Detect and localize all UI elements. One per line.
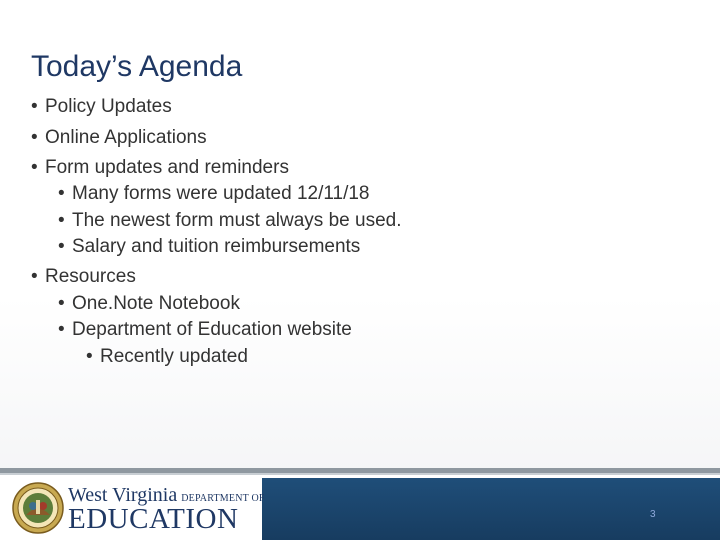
agenda-item-text: Policy Updates — [45, 96, 172, 117]
logo-department-label: DEPARTMENT OF — [181, 493, 265, 504]
bullet: • — [58, 183, 65, 204]
agenda-item — [31, 264, 136, 290]
footer-divider-thin — [0, 473, 720, 475]
bullet: • — [58, 293, 65, 314]
page-number: 3 — [650, 509, 656, 520]
agenda-item-text: Salary and tuition reimbursements — [72, 236, 361, 257]
agenda-subitem — [58, 234, 360, 260]
agenda-subitem — [58, 317, 352, 343]
agenda-item-text: One.Note Notebook — [72, 293, 240, 314]
logo-wordmark-bottom: EDUCATION — [68, 503, 239, 535]
agenda-item — [31, 94, 172, 120]
agenda-subitem — [58, 181, 370, 207]
bullet: • — [58, 236, 65, 257]
bullet: • — [31, 127, 38, 148]
agenda-item-text: Recently updated — [100, 346, 248, 367]
agenda-item-text: The newest form must always be used. — [72, 210, 402, 231]
logo-state-name: West Virginia — [68, 484, 178, 506]
agenda-item-text: Form updates and reminders — [45, 157, 289, 178]
agenda-subsubitem — [86, 344, 248, 370]
state-seal-icon — [12, 482, 64, 534]
slide-title: Today’s Agenda — [31, 50, 243, 83]
bullet: • — [31, 266, 38, 287]
bullet: • — [31, 157, 38, 178]
agenda-item — [31, 155, 289, 181]
bullet: • — [31, 96, 38, 117]
bullet: • — [58, 319, 65, 340]
agenda-item-text: Online Applications — [45, 127, 207, 148]
agenda-item-text: Many forms were updated 12/11/18 — [72, 183, 370, 204]
bullet: • — [58, 210, 65, 231]
agenda-subitem — [58, 208, 401, 234]
agenda-subitem — [58, 291, 240, 317]
agenda-item-text: Department of Education website — [72, 319, 352, 340]
agenda-item — [31, 125, 207, 151]
agenda-item-text: Resources — [45, 266, 136, 287]
bullet: • — [86, 346, 93, 367]
